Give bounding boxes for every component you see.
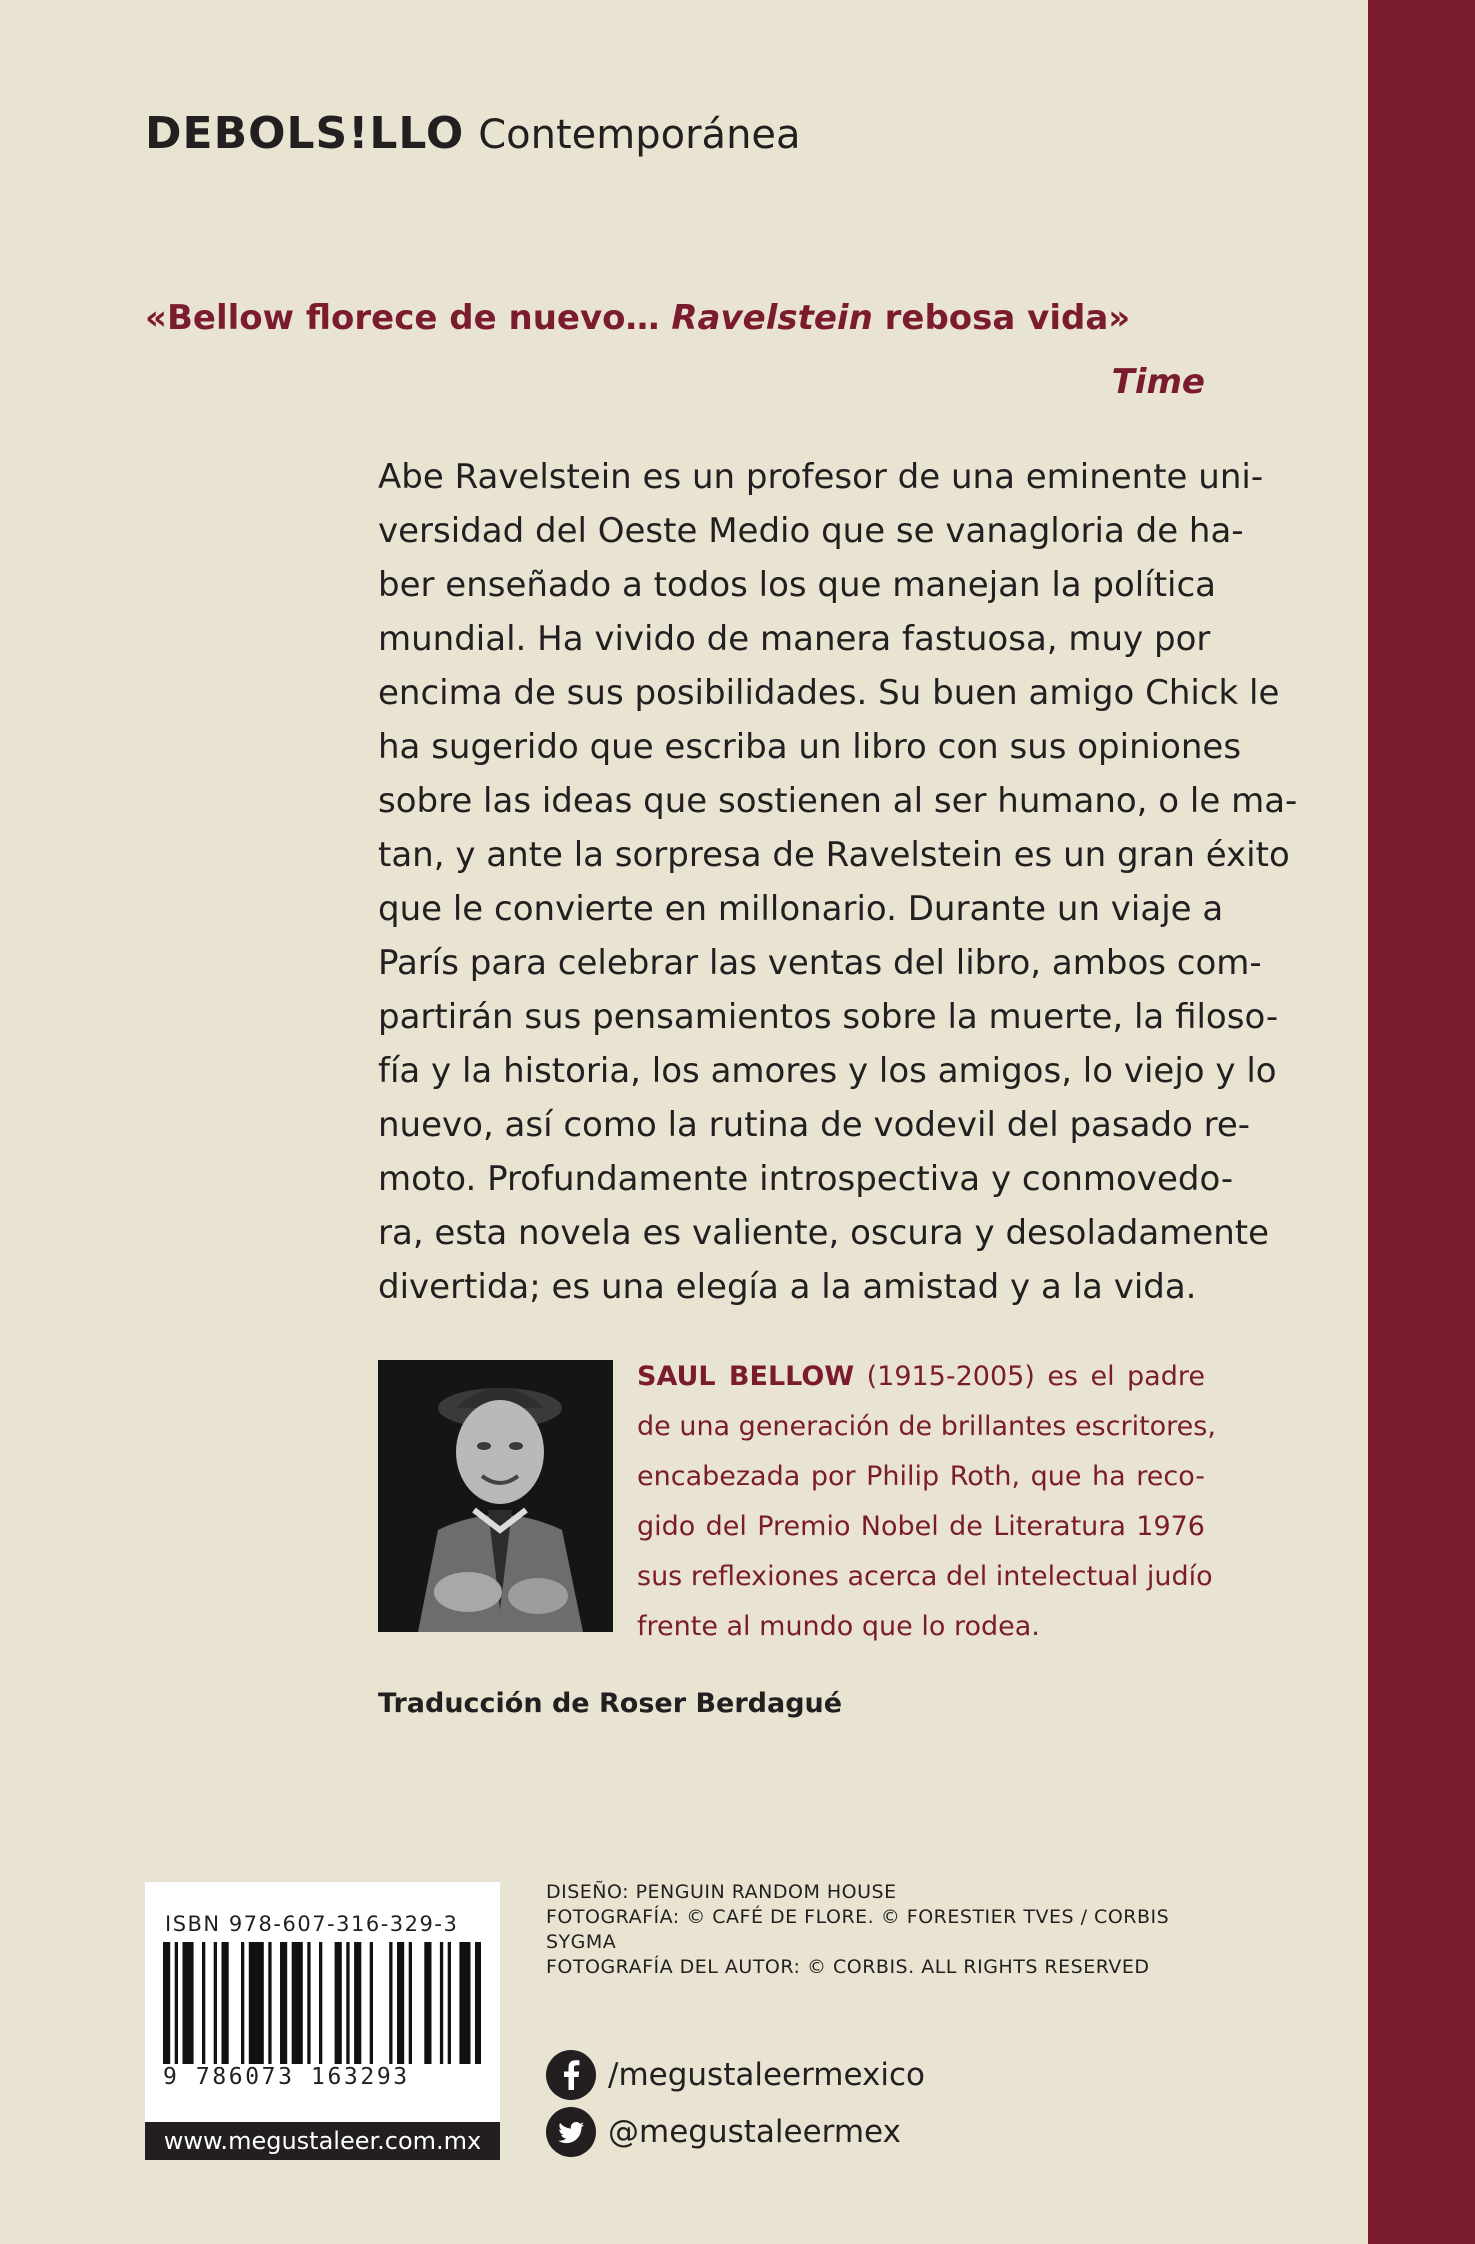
synopsis-line: partirán sus pensamientos sobre la muerte, la filoso-: [378, 997, 1279, 1037]
barcode-digits: 9 786073 163293: [163, 2064, 410, 2090]
barcode-bar: [354, 1942, 361, 2064]
credit-line: FOTOGRAFÍA: © CAFÉ DE FLORE. © FORESTIER TVES / CORBIS: [546, 1906, 1170, 1928]
barcode-bar: [175, 1942, 178, 2064]
barcode-bar: [222, 1942, 229, 2064]
barcode-bar: [307, 1942, 310, 2064]
author-bio-line: encabezada por Philip Roth, que ha reco-: [637, 1461, 1205, 1492]
barcode-bar: [346, 1942, 349, 2064]
credit-line: FOTOGRAFÍA DEL AUTOR: © CORBIS. ALL RIGHTS RESERVED: [546, 1956, 1150, 1978]
quote-text-start: «Bellow florece de nuevo…: [145, 298, 672, 338]
publisher-brand: [145, 108, 801, 168]
author-bio-line: gido del Premio Nobel de Literatura 1976: [637, 1511, 1205, 1542]
author-name: SAUL BELLOW: [637, 1361, 855, 1392]
barcode-bar: [214, 1942, 217, 2064]
quote-book-title: Ravelstein: [671, 298, 873, 338]
synopsis-line: ber enseñado a todos los que manejan la política: [378, 565, 1216, 605]
author-bio: [637, 1352, 1216, 1652]
barcode-bar: [389, 1942, 392, 2064]
quote-text-end: rebosa vida»: [872, 298, 1131, 338]
barcode-bar: [268, 1942, 271, 2064]
series-name: Contemporánea: [478, 112, 801, 158]
quote-source: Time: [1111, 362, 1205, 402]
barcode-bar: [292, 1942, 303, 2064]
isbn-barcode: [145, 1882, 500, 2122]
barcode-bars: [163, 1942, 481, 2064]
facebook-icon: [546, 2050, 596, 2100]
barcode-bar: [448, 1942, 451, 2064]
cover-spine-band: [1368, 0, 1475, 2244]
synopsis-line: que le convierte en millonario. Durante un viaje a: [378, 889, 1224, 929]
translator-credit: Traducción de Roser Berdagué: [378, 1688, 843, 1719]
author-bio-line: frente al mundo que lo rodea.: [637, 1611, 1040, 1642]
barcode-bar: [163, 1942, 170, 2064]
author-bio-line: de una generación de brillantes escritores,: [637, 1411, 1216, 1442]
synopsis-line: sobre las ideas que sostienen al ser humano, o le ma-: [378, 781, 1298, 821]
synopsis-line: tan, y ante la sorpresa de Ravelstein es un gran éxito: [378, 835, 1290, 875]
synopsis-line: ra, esta novela es valiente, oscura y desoladamente: [378, 1213, 1269, 1253]
design-credits: [546, 1880, 1206, 1980]
synopsis-line: versidad del Oeste Medio que se vanagloria de ha-: [378, 511, 1244, 551]
barcode-bar: [440, 1942, 443, 2064]
twitter-icon: [546, 2107, 596, 2157]
isbn-number: ISBN 978-607-316-329-3: [165, 1912, 459, 1936]
synopsis-line: nuevo, así como la rutina de vodevil del pasado re-: [378, 1105, 1251, 1145]
credit-line: SYGMA: [546, 1931, 617, 1953]
author-bio-line: [637, 1352, 1205, 1402]
publisher-logo: DEBOLS!LLO: [145, 108, 465, 159]
barcode-bar: [370, 1942, 373, 2064]
barcode-bar: [424, 1942, 431, 2064]
twitter-link[interactable]: [546, 2107, 901, 2157]
author-dates: (1915-2005) es el padre: [854, 1361, 1205, 1392]
barcode-bar: [409, 1942, 412, 2064]
barcode-bar: [335, 1942, 342, 2064]
author-bio-line: sus reflexiones acerca del intelectual judío: [637, 1561, 1213, 1592]
facebook-handle[interactable]: /megustaleermexico: [608, 2057, 925, 2093]
synopsis-line: ha sugerido que escriba un libro con sus opiniones: [378, 727, 1242, 767]
synopsis-line: Abe Ravelstein es un profesor de una eminente uni-: [378, 457, 1264, 497]
synopsis-line: fía y la historia, los amores y los amigos, lo viejo y lo: [378, 1051, 1277, 1091]
synopsis-line: encima de sus posibilidades. Su buen amigo Chick le: [378, 673, 1280, 713]
synopsis-line: divertida; es una elegía a la amistad y a la vida.: [378, 1267, 1197, 1307]
synopsis-line: mundial. Ha vivido de manera fastuosa, muy por: [378, 619, 1211, 659]
twitter-handle[interactable]: @megustaleermex: [608, 2114, 901, 2150]
author-photo: [378, 1360, 613, 1632]
barcode-bar: [475, 1942, 481, 2064]
synopsis-line: moto. Profundamente introspectiva y conmovedo-: [378, 1159, 1234, 1199]
synopsis: [378, 450, 1298, 1314]
barcode-bar: [459, 1942, 470, 2064]
synopsis-line: París para celebrar las ventas del libro, ambos com-: [378, 943, 1262, 983]
barcode-bar: [183, 1942, 194, 2064]
credit-line: DISEÑO: PENGUIN RANDOM HOUSE: [546, 1881, 897, 1903]
facebook-link[interactable]: [546, 2050, 925, 2100]
barcode-bar: [249, 1942, 264, 2064]
press-quote: [145, 298, 1205, 338]
barcode-bar: [241, 1942, 244, 2064]
barcode-bar: [319, 1942, 322, 2064]
barcode-bar: [202, 1942, 205, 2064]
website-url: www.megustaleer.com.mx: [145, 2122, 500, 2160]
barcode-bar: [397, 1942, 404, 2064]
barcode-bar: [280, 1942, 287, 2064]
